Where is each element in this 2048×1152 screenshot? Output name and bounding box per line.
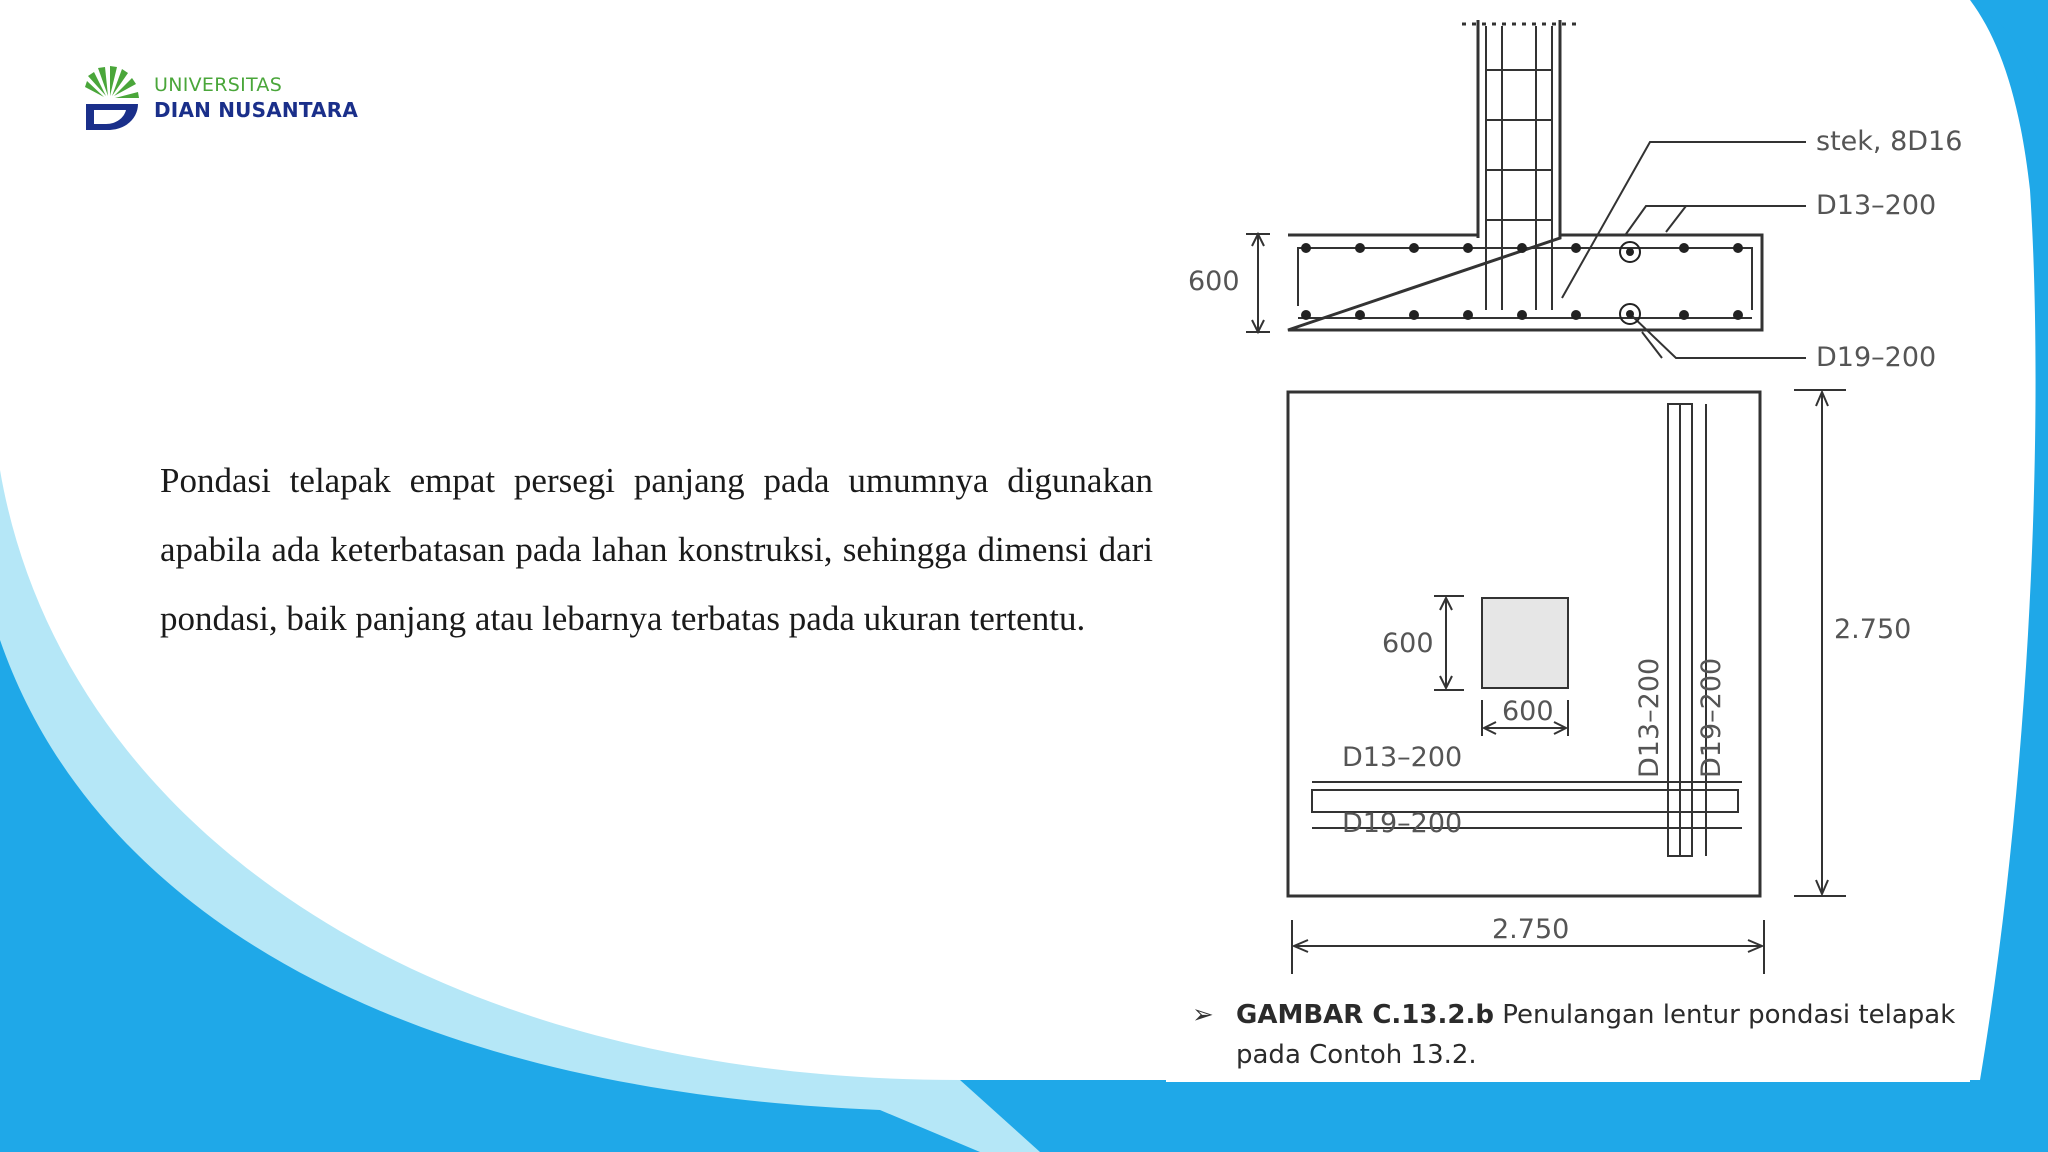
- sunburst-logo-icon: [84, 66, 140, 132]
- caption-text: [1236, 995, 1966, 1075]
- plan-column-height-label: 600: [1382, 628, 1434, 659]
- caption-figure-number: GAMBAR C.13.2.b: [1236, 1000, 1494, 1030]
- plan-vertical-bar-label-d19: D19–200: [1696, 657, 1727, 778]
- plan-bar-label-d13: D13–200: [1342, 742, 1463, 773]
- body-paragraph: Pondasi telapak empat persegi panjang pada umumnya digunakan apabila ada keterbatasan pada lahan konstruksi, sehingga dimensi dari pondasi, baik panjang atau lebarnya terbatas pada ukuran tertentu.: [160, 461, 1153, 638]
- plan-width-label: 2.750: [1492, 914, 1570, 945]
- caption-description: Penulangan lentur pondasi telapak pada Contoh 13.2.: [1236, 1000, 1956, 1070]
- section-bottom-bar-label: D19–200: [1816, 342, 1937, 373]
- logo-line-dian-nusantara: DIAN NUSANTARA: [154, 98, 359, 122]
- stek-label: stek, 8D16: [1816, 126, 1963, 157]
- university-logo: [84, 66, 384, 136]
- caption-arrow-icon: ➢: [1192, 1000, 1214, 1030]
- plan-vertical-bar-label-d13: D13–200: [1634, 657, 1665, 778]
- section-top-bar-label: D13–200: [1816, 190, 1937, 221]
- foundation-figure: [1166, 20, 1970, 1082]
- plan-bar-label-d19: D19–200: [1342, 808, 1463, 839]
- section-height-label: 600: [1188, 266, 1240, 297]
- foundation-drawing: [1166, 20, 1970, 1082]
- logo-line-universitas: UNIVERSITAS: [154, 74, 283, 96]
- plan-column-width-label: 600: [1502, 696, 1554, 727]
- plan-length-label: 2.750: [1834, 614, 1912, 645]
